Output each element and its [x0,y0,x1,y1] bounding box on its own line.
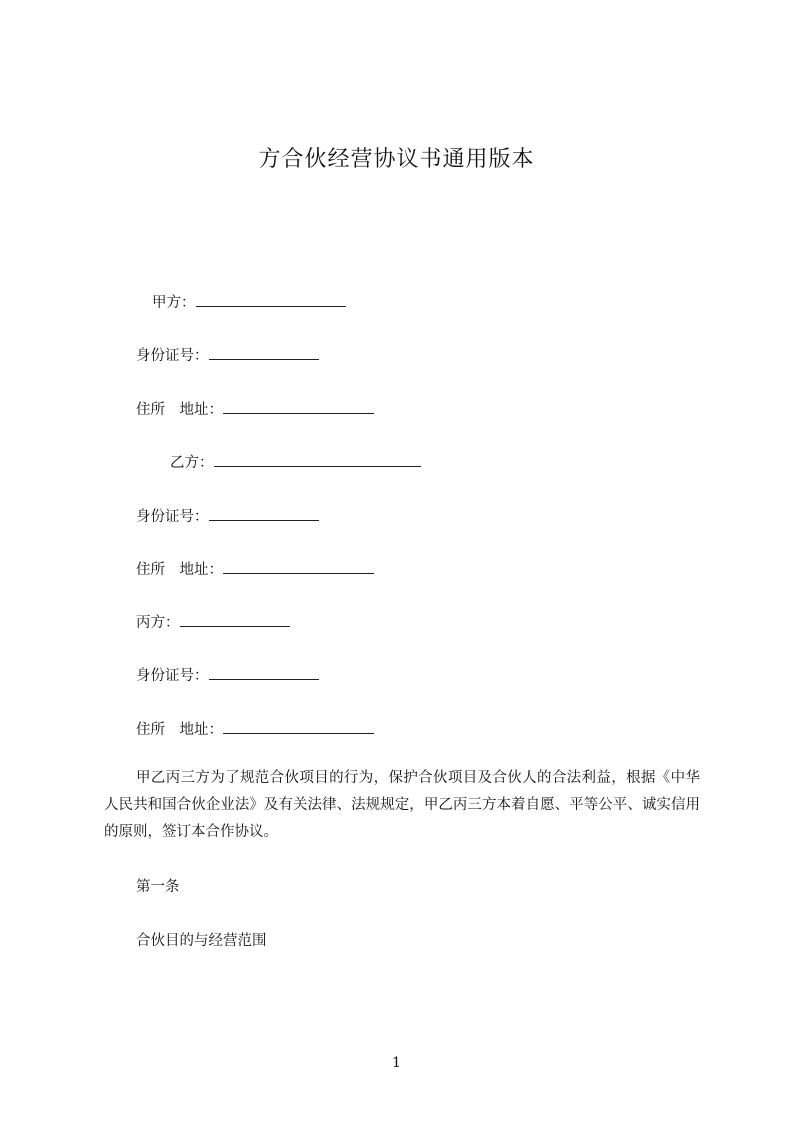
party-b-address-label: 住所 地址： [136,562,223,578]
party-c-address-line [136,719,374,740]
intro-paragraph [104,765,700,846]
party-b-id-blank [209,506,319,521]
party-c-id-blank [209,665,319,680]
party-a-address-line [136,399,374,420]
party-c-label: 丙方： [136,615,180,631]
intro-text: 甲乙丙三方为了规范合伙项目的行为，保护合伙项目及合伙人的合法利益，根据《中华人民共和国合伙企业法》及有关法律、法规规定，甲乙丙三方本着自愿、平等公平、诚实信用的原则，签订本合作协议。 [104,770,700,840]
party-b-id-line [136,506,319,527]
party-a-blank [196,292,346,307]
party-c-id-label: 身份证号： [136,668,209,684]
article-1-number: 第一条 [136,879,180,895]
party-a-id-blank [209,345,319,360]
party-b-id-label: 身份证号： [136,509,209,525]
party-c-id-line [136,665,319,686]
page-number: 1 [392,1055,401,1071]
party-a-id-line [136,345,319,366]
party-a-id-label: 身份证号： [136,348,209,364]
party-a-line [152,292,346,313]
party-b-label: 乙方： [170,455,214,471]
party-c-address-label: 住所 地址： [136,722,223,738]
party-b-blank [214,452,421,467]
party-c-address-blank [223,719,374,734]
party-a-label: 甲方： [152,295,196,311]
article-1-heading: 合伙目的与经营范围 [136,933,267,949]
party-b-address-blank [223,559,374,574]
party-b-line [170,452,421,473]
party-c-blank [180,612,290,627]
party-b-address-line [136,559,374,580]
party-a-address-label: 住所 地址： [136,402,223,418]
document-title: 方合伙经营协议书通用版本 [258,147,535,172]
party-c-line [136,612,290,633]
party-a-address-blank [223,399,374,414]
